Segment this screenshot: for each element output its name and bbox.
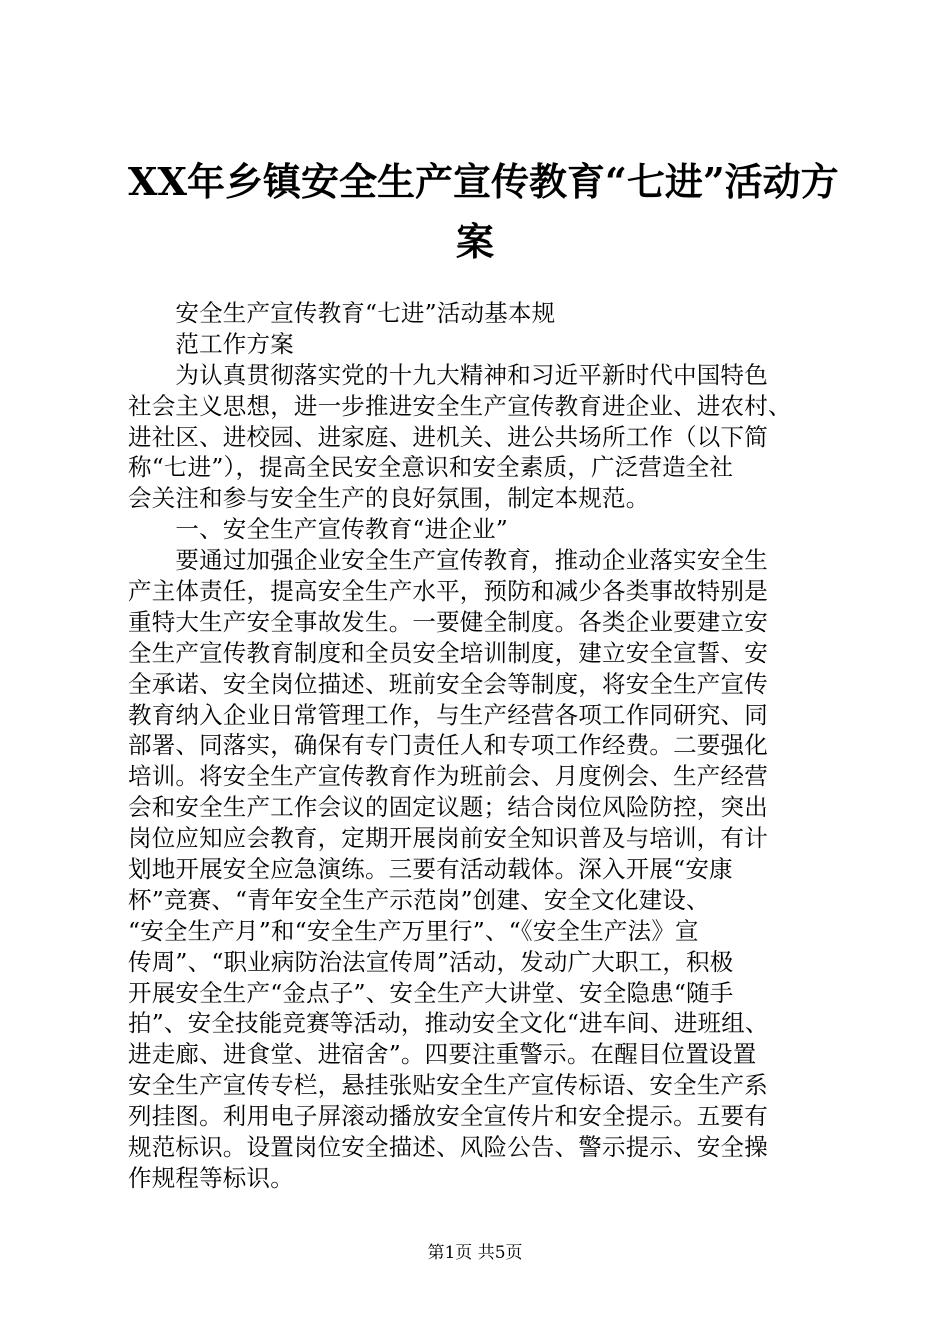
body-line: 传周”、“职业病防治法宣传周”活动，发动广大职工，积极 xyxy=(128,947,734,976)
section-heading: 一、安全生产宣传教育“进企业” xyxy=(128,515,508,544)
document-title-line-2: 案 xyxy=(455,219,494,264)
body-line: 教育纳入企业日常管理工作，与生产经营各项工作同研究、同 xyxy=(128,700,768,729)
body-line: 进社区、进校园、进家庭、进机关、进公共场所工作（以下简 xyxy=(128,422,768,451)
page-number-footer: 第1页 共5页 xyxy=(427,1243,523,1263)
body-line: 划地开展安全应急演练。三要有活动载体。深入开展“安康 xyxy=(128,855,733,884)
document-title-line-1: XX年乡镇安全生产宣传教育“七进”活动方 xyxy=(128,159,839,204)
body-line: 开展安全生产“金点子”、安全生产大讲堂、安全隐患“随手 xyxy=(128,978,734,1007)
body-line: 岗位应知应会教育，定期开展岗前安全知识普及与培训，有计 xyxy=(128,824,768,853)
body-line: 全生产宣传教育制度和全员安全培训制度，建立安全宣誓、安 xyxy=(128,638,768,667)
body-line: 部署、同落实，确保有专门责任人和专项工作经费。二要强化 xyxy=(128,731,768,760)
body-line: 范工作方案 xyxy=(128,329,294,358)
body-line: 杯”竞赛、“青年安全生产示范岗”创建、安全文化建设、 xyxy=(128,885,710,914)
body-line: 为认真贯彻落实党的十九大精神和习近平新时代中国特色 xyxy=(128,360,768,389)
body-line: “安全生产月”和“安全生产万里行”、“《安全生产法》宣 xyxy=(128,916,699,945)
body-line: 进走廊、进食堂、进宿舍”。四要注重警示。在醒目位置设置 xyxy=(128,1040,757,1069)
body-line: 培训。将安全生产宣传教育作为班前会、月度例会、生产经营 xyxy=(128,762,768,791)
body-line: 列挂图。利用电子屏滚动播放安全宣传片和安全提示。五要有 xyxy=(128,1102,768,1131)
body-line: 作规程等标识。 xyxy=(128,1163,294,1192)
body-line: 要通过加强企业安全生产宣传教育，推动企业落实安全生 xyxy=(128,546,768,575)
body-line: 会关注和参与安全生产的良好氛围，制定本规范。 xyxy=(128,484,650,513)
body-line: 规范标识。设置岗位安全描述、风险公告、警示提示、安全操 xyxy=(128,1133,768,1162)
body-line: 安全生产宣传教育“七进”活动基本规 xyxy=(128,299,556,327)
body-line: 安全生产宣传专栏，悬挂张贴安全生产宣传标语、安全生产系 xyxy=(128,1071,768,1100)
document-body xyxy=(128,298,834,1194)
body-line: 产主体责任，提高安全生产水平，预防和减少各类事故特别是 xyxy=(128,577,768,606)
body-line: 全承诺、安全岗位描述、班前安全会等制度，将安全生产宣传 xyxy=(128,669,768,698)
body-line: 社会主义思想，进一步推进安全生产宣传教育进企业、进农村、 xyxy=(128,391,792,420)
body-line: 重特大生产安全事故发生。一要健全制度。各类企业要建立安 xyxy=(128,607,768,636)
body-line: 称“七进”），提高全民安全意识和安全素质，广泛营造全社 xyxy=(128,453,734,482)
body-line: 拍”、安全技能竞赛等活动，推动安全文化“进车间、进班组、 xyxy=(128,1009,769,1038)
body-line: 会和安全生产工作会议的固定议题；结合岗位风险防控，突出 xyxy=(128,793,768,822)
